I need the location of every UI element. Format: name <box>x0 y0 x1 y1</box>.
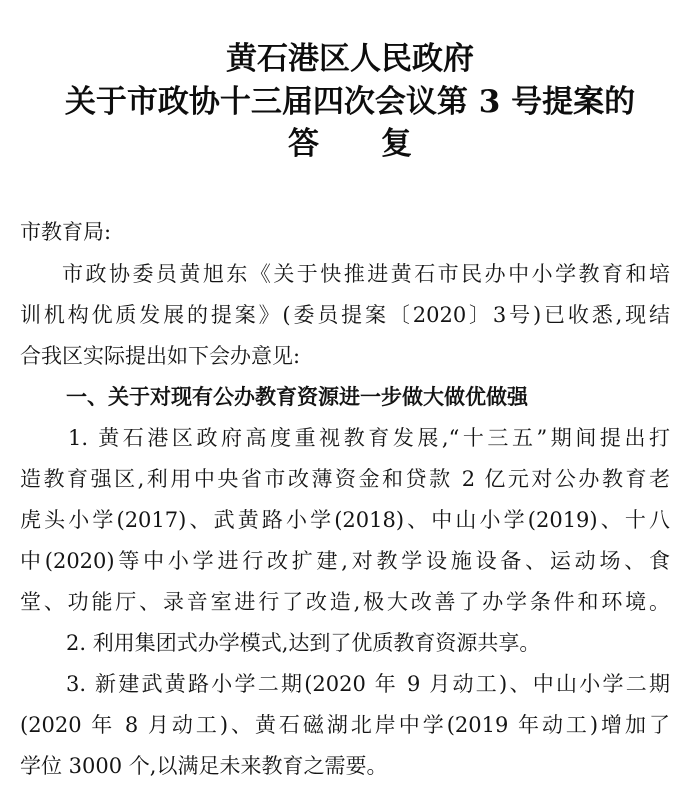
paragraph-line: 虎头小学(2017)、武黄路小学(2018)、中山小学(2019)、十八 <box>20 508 670 532</box>
section-heading: 一、关于对现有公办教育资源进一步做大做优做强 <box>66 384 528 409</box>
paragraph-line: 学位 3000 个,以满足未来教育之需要。 <box>20 754 388 778</box>
paragraph-line: (2020 年 8 月动工)、黄石磁湖北岸中学(2019 年动工)增加了 <box>20 713 670 737</box>
paragraph-line: 1. 黄石港区政府高度重视教育发展,“十三五”期间提出打 <box>68 426 670 450</box>
salutation: 市教育局: <box>20 220 112 244</box>
paragraph-line: 合我区实际提出如下会办意见: <box>20 344 301 368</box>
paragraph-line: 市政协委员黄旭东《关于快推进黄石市民办中小学教育和培 <box>62 262 670 286</box>
paragraph-line: 3. 新建武黄路小学二期(2020 年 9 月动工)、中山小学二期 <box>66 672 670 696</box>
paragraph-line: 训机构优质发展的提案》(委员提案〔2020〕3号)已收悉,现结 <box>20 303 670 327</box>
document-title-reply: 答复 <box>288 126 474 162</box>
document-title-subject: 关于市政协十三届四次会议第 3 号提案的 <box>64 84 636 120</box>
paragraph-line: 中(2020)等中小学进行改扩建,对教学设施设备、运动场、食 <box>20 549 670 573</box>
paragraph-line: 2. 利用集团式办学模式,达到了优质教育资源共享。 <box>66 631 541 655</box>
paragraph-line: 造教育强区,利用中央省市改薄资金和贷款 2 亿元对公办教育老 <box>20 467 670 491</box>
paragraph-line: 堂、功能厅、录音室进行了改造,极大改善了办学条件和环境。 <box>20 590 670 614</box>
document-title-issuer: 黄石港区人民政府 <box>226 41 474 77</box>
